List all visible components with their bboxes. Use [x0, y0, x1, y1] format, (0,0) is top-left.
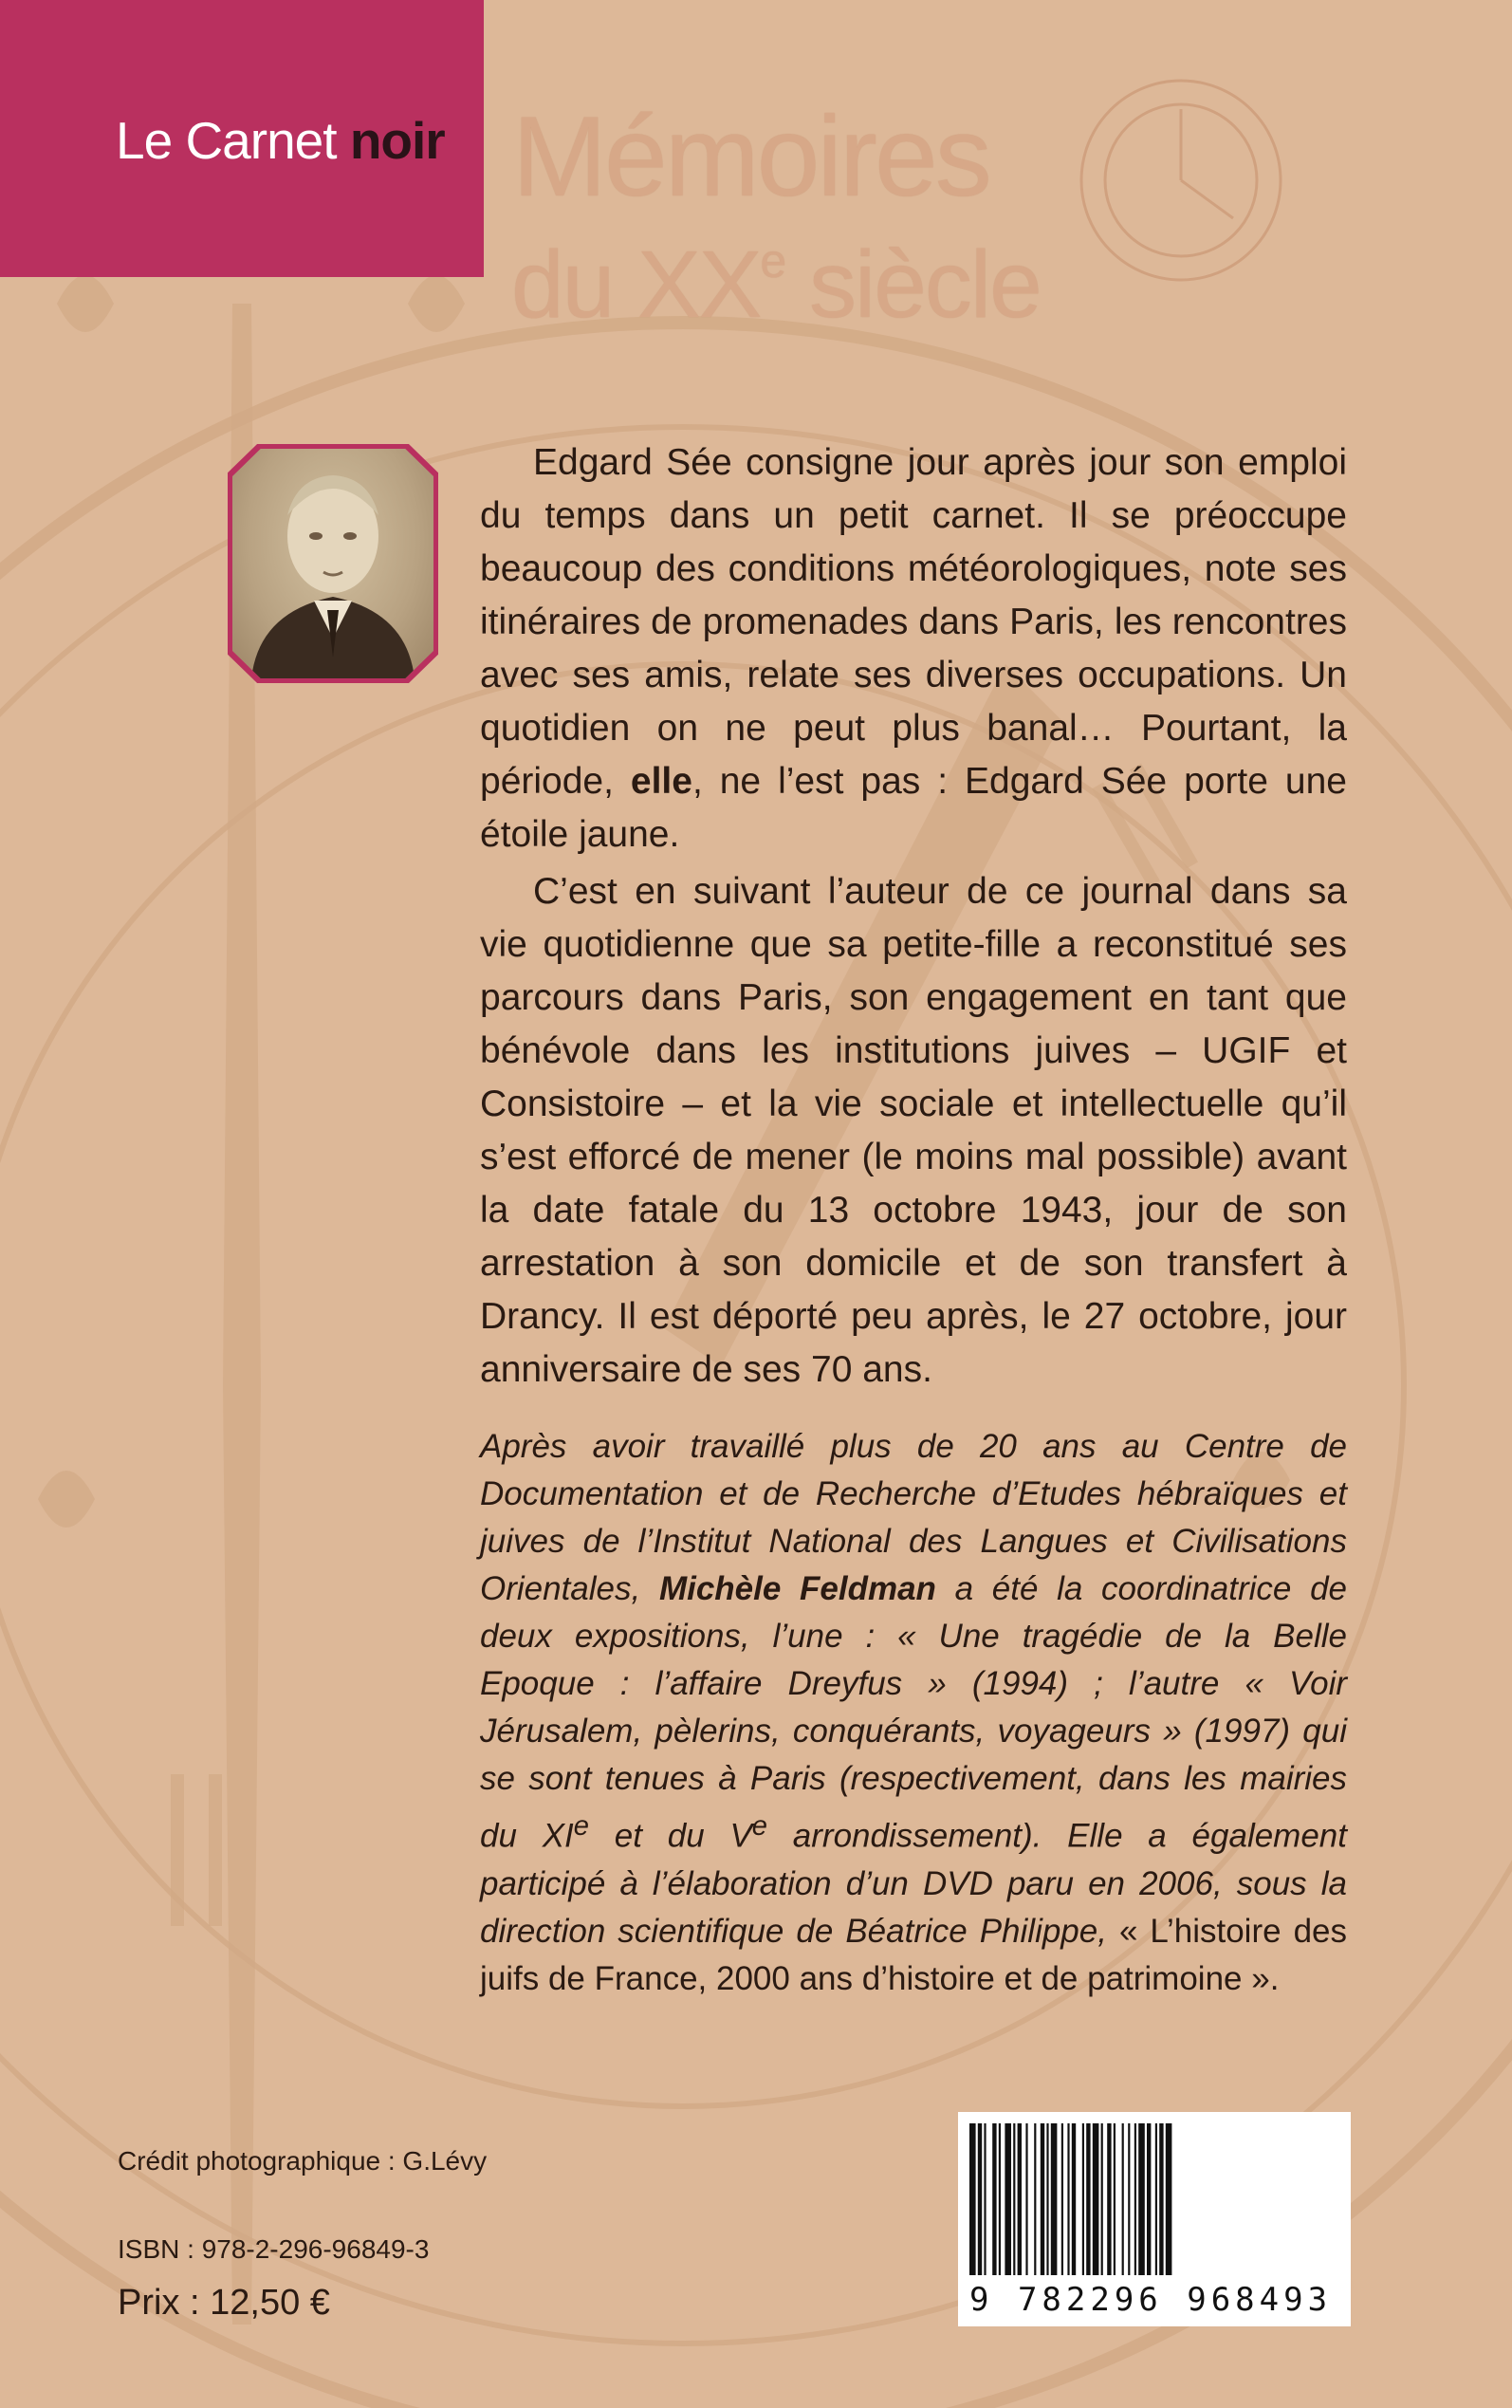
series-title: Le Carnet noir	[116, 111, 445, 170]
barcode-bar	[1159, 2123, 1163, 2275]
barcode-bar	[1147, 2123, 1151, 2275]
barcode-bar	[1067, 2123, 1069, 2275]
barcode-bar	[1034, 2123, 1036, 2275]
collection-line-2: du XXe siècle	[511, 232, 1041, 338]
barcode-bar	[1086, 2123, 1090, 2275]
barcode-bar	[1122, 2123, 1124, 2275]
description-paragraph-1: Edgard Sée consigne jour après jour son emploi du temps dans un petit carnet. Il se préoccupe beaucoup des conditions météorologiques, note ses itinéraires de promenades dans Paris, les rencontres avec ses amis, relate ses diverses occupations. Un quotidien on ne peut plus banal… Pourtant, la période, elle, ne l’est pas : Edgard Sée porte une étoile jaune.	[480, 442, 1347, 855]
barcode-bar	[1134, 2123, 1136, 2275]
barcode-bar	[1061, 2123, 1063, 2275]
barcode-bar	[1051, 2123, 1058, 2275]
author-portrait-frame	[228, 444, 438, 683]
barcode-bar	[1013, 2123, 1015, 2275]
barcode-bar	[978, 2123, 982, 2275]
barcode-bar	[1155, 2123, 1157, 2275]
isbn: ISBN : 978-2-296-96849-3	[118, 2234, 430, 2264]
author-biography: Après avoir travaillé plus de 20 ans au Centre de Documentation et de Recherche d’Etudes hébraïques et juives de l’Institut National des Langues et Civilisations Orientales, Michèle Feldman a été la coordinatrice de deux expositions, l’une : « Une tragédie de la Belle Epoque : l’affaire Dreyfus » (1994) ; l’autre « Voir Jérusalem, pèlerins, conquérants, voyageurs » (1997) qui se sont tenues à Paris (respectivement, dans les mairies du XIe et du Ve arrondissement). Elle a également participé à l’élaboration d’un DVD paru en 2006, sous la direction scientifique de Béatrice Philippe, « L’histoire des juifs de France, 2000 ans d’histoire et de patrimoine ».	[480, 1428, 1348, 1997]
barcode-bar	[1093, 2123, 1099, 2275]
barcode-bar	[999, 2123, 1001, 2275]
barcode-bar	[1166, 2123, 1172, 2275]
barcode-bar	[984, 2123, 986, 2275]
barcode-bar	[992, 2123, 996, 2275]
barcode-bar	[1082, 2123, 1084, 2275]
barcode-bar	[1107, 2123, 1111, 2275]
barcode-bar	[969, 2123, 976, 2275]
collection-line-1: Mémoires	[512, 93, 989, 220]
price: Prix : 12,50 €	[118, 2283, 330, 2323]
barcode-bar	[1018, 2123, 1022, 2275]
barcode-bar	[1128, 2123, 1130, 2275]
barcode-bar	[1138, 2123, 1145, 2275]
barcode-bar	[1101, 2123, 1103, 2275]
barcode	[958, 2112, 1351, 2326]
barcode-bar	[1041, 2123, 1044, 2275]
barcode-bar	[1005, 2123, 1011, 2275]
author-portrait	[232, 449, 433, 678]
barcode-bar	[1046, 2123, 1048, 2275]
barcode-bar	[1025, 2123, 1027, 2275]
photo-credit: Crédit photographique : G.Lévy	[118, 2146, 488, 2176]
barcode-bar	[1072, 2123, 1076, 2275]
barcode-number: 9 782296 968493	[969, 2281, 1333, 2319]
collection-title	[511, 93, 1041, 338]
description-paragraph-2: C’est en suivant l’auteur de ce journal dans sa vie quotidienne que sa petite-fille a reconstitué ses parcours dans Paris, son engagement en tant que bénévole dans les institutions juives – UGIF et Consistoire – et la vie sociale et intellectuelle qu’il s’est efforcé de mener (le moins mal possible) avant la date fatale du 13 octobre 1943, jour de son arrestation à son domicile et de son transfert à Drancy. Il est déporté peu après, le 27 octobre, jour anniversaire de ses 70 ans.	[480, 871, 1347, 1390]
barcode-bar	[1114, 2123, 1116, 2275]
